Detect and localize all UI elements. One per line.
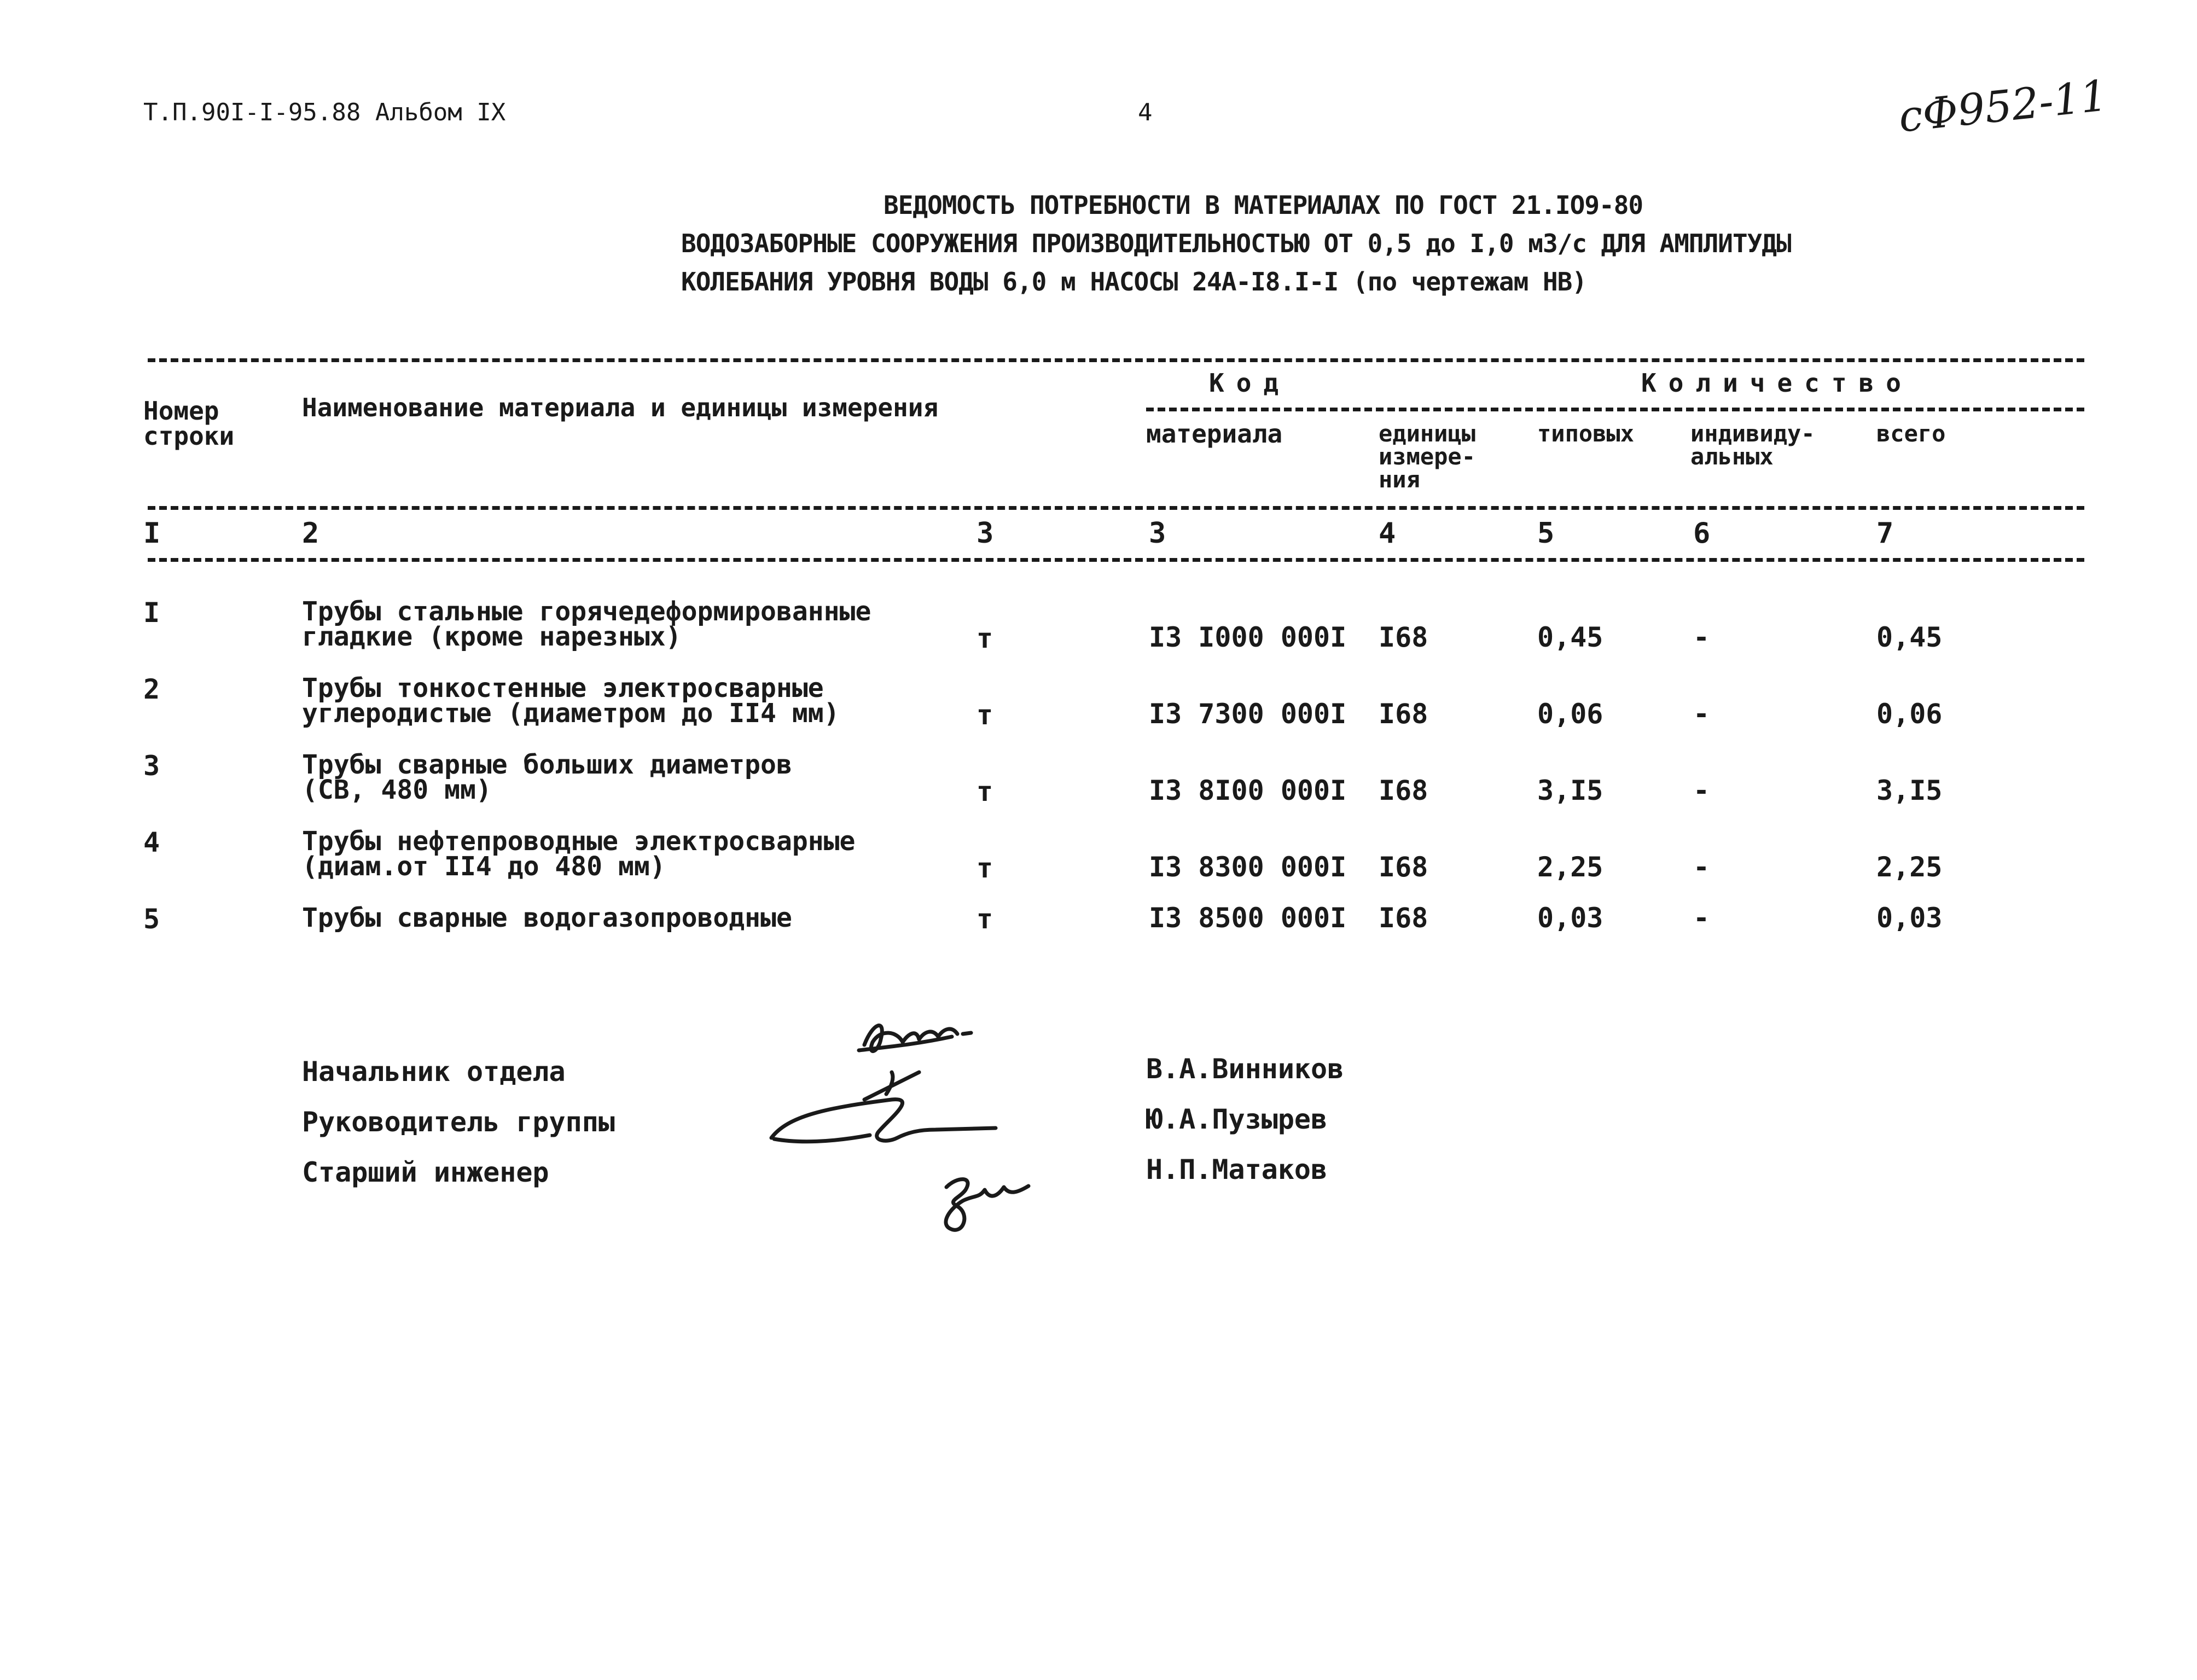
page-number: 4 <box>1138 98 1153 126</box>
total-qty: 2,25 <box>1876 851 1943 883</box>
column-number: 6 <box>1693 517 1711 550</box>
row-number: 2 <box>143 673 160 705</box>
title-line-1: ВЕДОМОСТЬ ПОТРЕБНОСТИ В МАТЕРИАЛАХ ПО ГОСТ 21.IO9-80 <box>884 190 1643 220</box>
unit-code: I68 <box>1379 621 1428 653</box>
column-number: 5 <box>1537 517 1555 550</box>
unit: т <box>977 699 993 731</box>
row-number: 4 <box>143 827 160 858</box>
material-name: Трубы тонкостенные электросварные углеродистые (диаметром до II4 мм) <box>302 673 840 729</box>
header-bottom-rule <box>148 506 2084 510</box>
column-number: 2 <box>302 517 319 550</box>
material-name: Трубы сварные больших диаметров (СВ, 480 мм) <box>302 749 792 805</box>
unit-code: I68 <box>1379 851 1428 883</box>
signature-role: Старший инженер <box>302 1156 549 1188</box>
total-qty: 0,06 <box>1876 698 1943 730</box>
signature-2 <box>771 1100 996 1141</box>
signature-role: Начальник отдела <box>302 1056 566 1088</box>
material-code: I3 8500 000I <box>1149 902 1347 934</box>
unit: т <box>977 852 993 884</box>
unit-code: I68 <box>1379 902 1428 934</box>
header-group-rule <box>1146 408 2084 411</box>
header-unit-code: единицы измере- ния <box>1379 420 1476 493</box>
header-typical: типовых <box>1537 420 1635 447</box>
individual-qty: - <box>1693 902 1710 934</box>
material-code: I3 8I00 000I <box>1149 775 1347 806</box>
signature-name: Ю.А.Пузырев <box>1146 1103 1328 1135</box>
signature-role: Руководитель группы <box>302 1106 615 1138</box>
total-qty: 0,03 <box>1876 902 1943 934</box>
material-name: Трубы стальные горячедеформированные гладкие (кроме нарезных) <box>302 596 871 652</box>
handwritten-signatures <box>755 1012 1061 1242</box>
unit-code: I68 <box>1379 698 1428 730</box>
unit: т <box>977 623 993 654</box>
header-material-name: Наименование материала и единицы измерения <box>302 393 939 422</box>
individual-qty: - <box>1693 775 1710 806</box>
material-name: Трубы сварные водогазопроводные <box>302 903 792 933</box>
typical-qty: 2,25 <box>1537 851 1603 883</box>
typical-qty: 0,06 <box>1537 698 1603 730</box>
individual-qty: - <box>1693 698 1710 730</box>
individual-qty: - <box>1693 621 1710 653</box>
document-reference: Т.П.90I-I-95.88 Альбом IX <box>143 98 506 126</box>
title-line-2: ВОДОЗАБОРНЫЕ СООРУЖЕНИЯ ПРОИЗВОДИТЕЛЬНОСТЬЮ ОТ 0,5 до I,0 м3/с ДЛЯ АМПЛИТУДЫ <box>681 229 1791 258</box>
material-code: I3 7300 000I <box>1149 698 1347 730</box>
header-row-number: Номер строки <box>143 396 235 451</box>
unit-code: I68 <box>1379 775 1428 806</box>
column-number: 7 <box>1876 517 1894 550</box>
signature-name: Н.П.Матаков <box>1146 1154 1328 1185</box>
individual-qty: - <box>1693 851 1710 883</box>
unit: т <box>977 903 993 935</box>
title-line-3: КОЛЕБАНИЯ УРОВНЯ ВОДЫ 6,0 м НАСОСЫ 24А-I8.I-I (по чертежам НВ) <box>681 267 1587 297</box>
header-material-code: материала <box>1146 419 1283 449</box>
row-number: 3 <box>143 750 160 782</box>
column-number: 4 <box>1379 517 1396 550</box>
material-code: I3 8300 000I <box>1149 851 1347 883</box>
header-code-group: Код <box>1209 368 1291 398</box>
row-number: I <box>143 597 160 629</box>
total-qty: 0,45 <box>1876 621 1943 653</box>
column-number: I <box>143 517 161 550</box>
handwritten-code: сФ952-11 <box>1896 71 2110 142</box>
signature-name: В.А.Винников <box>1146 1053 1344 1085</box>
typical-qty: 0,45 <box>1537 621 1603 653</box>
column-number: 3 <box>977 517 994 550</box>
column-numbers-rule <box>148 558 2084 562</box>
unit: т <box>977 776 993 807</box>
typical-qty: 0,03 <box>1537 902 1603 934</box>
column-number: 3 <box>1149 517 1166 550</box>
typical-qty: 3,I5 <box>1537 775 1603 806</box>
signature-3 <box>946 1179 1028 1230</box>
header-quantity-group: Количество <box>1641 368 1913 398</box>
material-code: I3 I000 000I <box>1149 621 1347 653</box>
row-number: 5 <box>143 903 160 935</box>
material-name: Трубы нефтепроводные электросварные (диам.от II4 до 480 мм) <box>302 826 856 882</box>
header-total: всего <box>1876 420 1946 447</box>
table-top-rule <box>148 358 2084 362</box>
header-individual: индивиду- альных <box>1690 420 1815 470</box>
total-qty: 3,I5 <box>1876 775 1943 806</box>
